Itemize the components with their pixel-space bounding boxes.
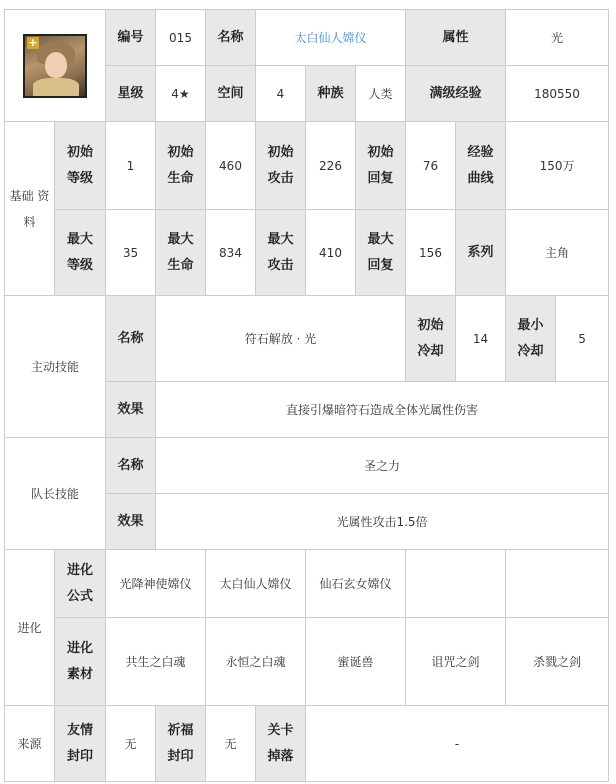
- init-atk-label: 初始 攻击: [256, 122, 306, 210]
- stage-drop-label: 关卡 掉落: [256, 706, 306, 782]
- evo-material-item[interactable]: 永恒之白魂: [206, 618, 306, 706]
- max-rec-value: 156: [406, 210, 456, 296]
- init-cd-value: 14: [456, 296, 506, 382]
- max-atk-value: 410: [306, 210, 356, 296]
- max-rec-label: 最大 回复: [356, 210, 406, 296]
- init-rec-value: 76: [406, 122, 456, 210]
- active-skill-name-label: 名称: [106, 296, 156, 382]
- max-exp-label: 满级经验: [406, 66, 506, 122]
- evo-material-item[interactable]: 诅咒之剑: [406, 618, 506, 706]
- leader-skill-effect-label: 效果: [106, 494, 156, 550]
- max-atk-label: 最大 攻击: [256, 210, 306, 296]
- init-rec-label: 初始 回复: [356, 122, 406, 210]
- evo-formula-item: [406, 550, 506, 618]
- leader-skill-section-label: 队长技能: [5, 438, 106, 550]
- friend-seal-label: 友情 封印: [55, 706, 106, 782]
- evo-material-item[interactable]: 共生之白魂: [106, 618, 206, 706]
- card-avatar[interactable]: [23, 34, 87, 98]
- attr-label: 属性: [406, 10, 506, 66]
- evo-material-item[interactable]: 蜜诞兽: [306, 618, 406, 706]
- init-hp-label: 初始 生命: [156, 122, 206, 210]
- exp-curve-value: 150万: [506, 122, 609, 210]
- max-hp-value: 834: [206, 210, 256, 296]
- star-value: 4★: [156, 66, 206, 122]
- name-label: 名称: [206, 10, 256, 66]
- space-label: 空间: [206, 66, 256, 122]
- init-atk-value: 226: [306, 122, 356, 210]
- min-cd-label: 最小 冷却: [506, 296, 556, 382]
- exp-curve-label: 经验 曲线: [456, 122, 506, 210]
- card-info-table: [4, 9, 609, 782]
- active-skill-effect-value: 直接引爆暗符石造成全体光属性伤害: [156, 382, 609, 438]
- star-label: 星级: [106, 66, 156, 122]
- max-hp-label: 最大 生命: [156, 210, 206, 296]
- max-level-value: 35: [106, 210, 156, 296]
- init-level-label: 初始 等级: [55, 122, 106, 210]
- id-label: 编号: [106, 10, 156, 66]
- avatar-cell: [5, 10, 106, 122]
- race-value: 人类: [356, 66, 406, 122]
- max-level-label: 最大 等级: [55, 210, 106, 296]
- id-value: 015: [156, 10, 206, 66]
- init-level-value: 1: [106, 122, 156, 210]
- evo-material-item[interactable]: 杀戮之剑: [506, 618, 609, 706]
- max-exp-value: 180550: [506, 66, 609, 122]
- evo-formula-item[interactable]: 光降神使嫦仪: [106, 550, 206, 618]
- pray-seal-label: 祈福 封印: [156, 706, 206, 782]
- friend-seal-value: 无: [106, 706, 156, 782]
- card-name-link[interactable]: 太白仙人嫦仪: [256, 10, 406, 66]
- evo-formula-item[interactable]: 仙石玄女嫦仪: [306, 550, 406, 618]
- source-section-label: 来源: [5, 706, 55, 782]
- evo-formula-label: 进化 公式: [55, 550, 106, 618]
- active-skill-effect-label: 效果: [106, 382, 156, 438]
- evo-formula-item: [506, 550, 609, 618]
- leader-skill-name-value: 圣之力: [156, 438, 609, 494]
- series-label: 系列: [456, 210, 506, 296]
- active-skill-section-label: 主动技能: [5, 296, 106, 438]
- min-cd-value: 5: [556, 296, 609, 382]
- active-skill-name-value: 符石解放 · 光: [156, 296, 406, 382]
- stage-drop-value: -: [306, 706, 609, 782]
- plus-badge-icon: +: [28, 35, 38, 49]
- evolution-section-label: 进化: [5, 550, 55, 706]
- pray-seal-value: 无: [206, 706, 256, 782]
- evo-formula-item[interactable]: 太白仙人嫦仪: [206, 550, 306, 618]
- init-cd-label: 初始 冷却: [406, 296, 456, 382]
- leader-skill-name-label: 名称: [106, 438, 156, 494]
- attr-value: 光: [506, 10, 609, 66]
- race-label: 种族: [306, 66, 356, 122]
- evo-material-label: 进化 素材: [55, 618, 106, 706]
- space-value: 4: [256, 66, 306, 122]
- series-value: 主角: [506, 210, 609, 296]
- basic-section-label: 基础 资料: [5, 122, 55, 296]
- init-hp-value: 460: [206, 122, 256, 210]
- leader-skill-effect-value: 光属性攻击1.5倍: [156, 494, 609, 550]
